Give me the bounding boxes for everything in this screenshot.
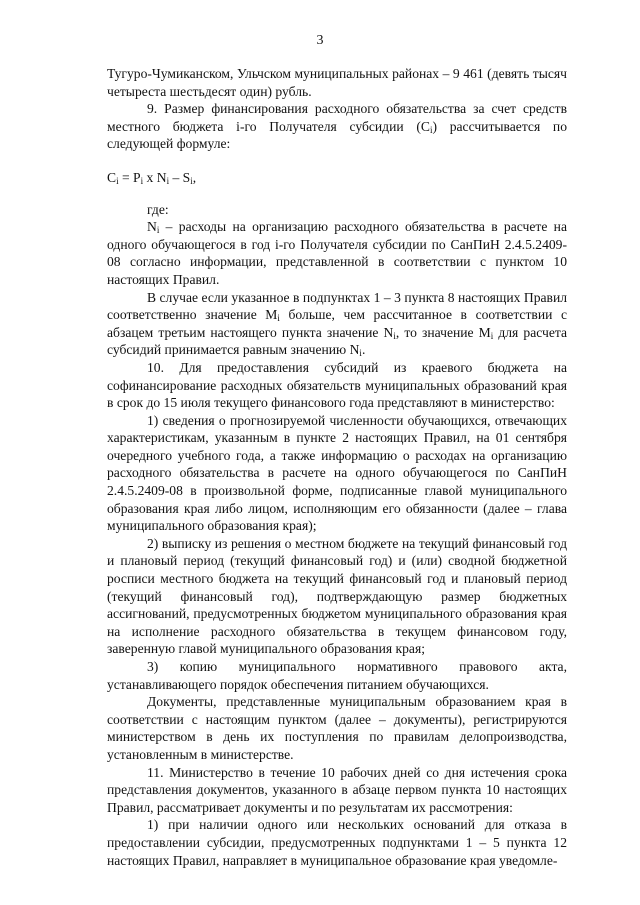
paragraph-documents: Документы, представленные муниципальным образованием края в соответствии с настоящим пунктом (далее – документы), регистрируются министерством в день их поступления по правилам делопроизводства, установленным в министерстве. — [107, 694, 567, 762]
paragraph-item-11: 11. Министерство в течение 10 рабочих дней со дня истечения срока представления документов, указанного в абзаце первом пункта 10 настоящих Правил, рассматривает документы и по результатам их рассмотрения: — [107, 764, 567, 815]
formula: $C_i = P_i$ x $N_i - S_i$, — [107, 169, 197, 186]
document-body — [107, 65, 567, 869]
paragraph-subitem-3: 3) копию муниципального нормативного правового акта, устанавливающего порядок обеспечения питанием обучающихся. — [107, 659, 567, 692]
paragraph-item-9: 9. Размер финансирования расходного обязательства за счет средств местного бюджета i-го Получателя субсидии $(C_i)$ рассчитывается по следующей формуле: — [107, 101, 568, 152]
paragraph-where: где: — [147, 201, 169, 217]
paragraph-subitem-2: 2) выписку из решения о местном бюджете на текущий финансовый год и плановый период (текущий финансовый год) и (или) сводной бюджетной росписи местного бюджета на текущий финансовый год и плановый период (текущий финансовый год), подтверждающую размер бюджетных ассигнований, предусмотренных бюджетом муниципального образования края на исполнение расходного обязательства в текущем финансовом году, заверенную главой муниципального образования края; — [107, 535, 567, 657]
paragraph-subitem-1: 1) сведения о прогнозируемой численности обучающихся, отвечающих характеристикам, указанным в пункте 2 настоящих Правил, на 01 сентября очередного учебного года, а также информацию о расходах на организацию расходного обязательства в расчете на одного обучающегося по СанПиН 2.4.5.2409-08 в произвольной форме, подписанные главой муниципального образования края либо лицом, исполняющим его обязанности (далее – глава муниципального образования края); — [107, 412, 567, 534]
paragraph-condition: В случае если указанное в подпунктах 1 – 3 пункта 8 настоящих Правил соответственно значение $M_i$ больше, чем рассчитанное в соответствии с абзацем третьим настоящего пункта значение $N_i$, то значение $M_i$ для расчета субсидий принимается равным значению $N_i$. — [107, 289, 567, 359]
paragraph-definition-ni: $N_i$ – расходы на организацию расходного обязательства в расчете на одного обучающегося в год i-го Получателя субсидии по СанПиН 2.4.5.2409-08 согласно информации, представленной в соответствии с пунктом 10 настоящих Правил. — [107, 219, 567, 287]
paragraph-item-11-subitem-1: 1) при наличии одного или нескольких оснований для отказа в предоставлении субсидии, предусмотренных подпунктами 1 – 5 пункта 12 настоящих Правил, направляет в муниципальное образование края уведомле- — [107, 817, 567, 868]
paragraph-item-10: 10. Для предоставления субсидий из краевого бюджета на софинансирование расходных обязательств муниципальных образований края в срок до 15 июля текущего финансового года представляют в министерство: — [107, 359, 567, 411]
page-number: 3 — [316, 33, 324, 48]
paragraph-continuation: Тугуро-Чумиканском, Ульчском муниципальных районах – 9 461 (девять тысяч четыреста шестьдесят один) рубль. — [107, 66, 567, 99]
